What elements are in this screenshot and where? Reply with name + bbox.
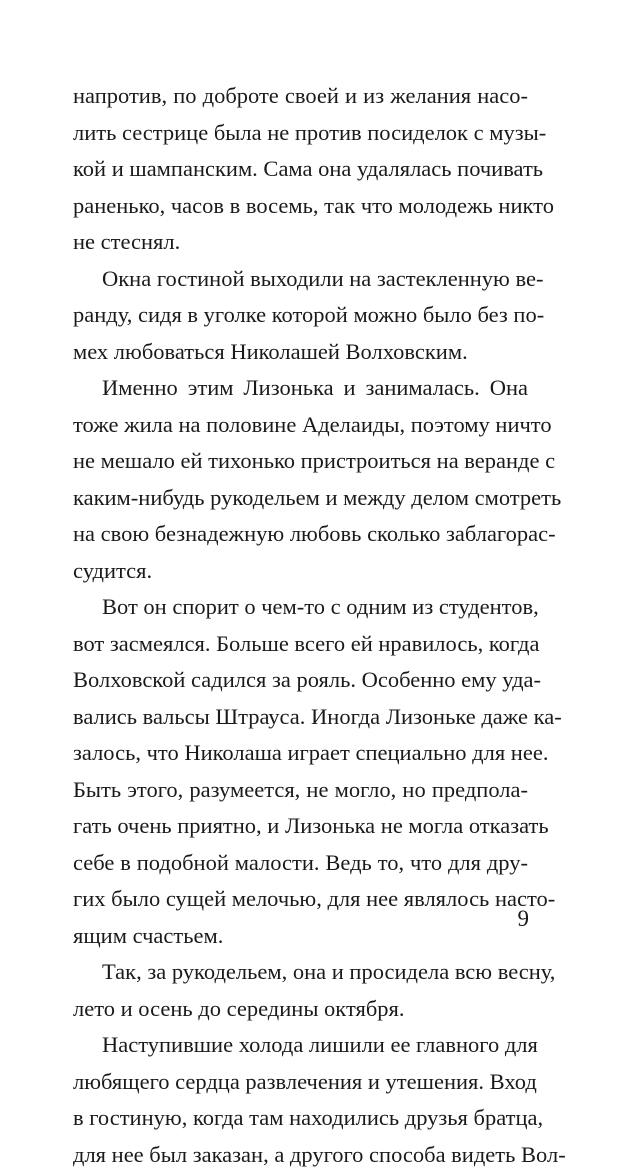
text-line: Волховской садился за рояль. Особенно ему уда- bbox=[73, 662, 528, 699]
text-line: вот засмеялся. Больше всего ей нравилось, когда bbox=[73, 626, 528, 663]
text-line: любящего сердца развлечения и утешения. Вход bbox=[73, 1064, 528, 1101]
text-line: Вот он спорит о чем-то с одним из студентов, bbox=[73, 589, 528, 626]
text-line: себе в подобной малости. Ведь то, что для дру- bbox=[73, 845, 528, 882]
text-line: напротив, по доброте своей и из желания насо- bbox=[73, 78, 528, 115]
text-line: не стеснял. bbox=[73, 224, 528, 261]
text-line: залось, что Николаша играет специально для нее. bbox=[73, 735, 528, 772]
text-line: лето и осень до середины октября. bbox=[73, 991, 528, 1028]
paragraph bbox=[73, 261, 528, 371]
text-line: Быть этого, разумеется, не могло, но предпола- bbox=[73, 772, 528, 809]
text-line: ящим счастьем. bbox=[73, 918, 528, 955]
paragraph bbox=[73, 78, 528, 261]
paragraph bbox=[73, 1027, 528, 1173]
text-line: судится. bbox=[73, 553, 528, 590]
text-line: гих было сущей мелочью, для нее являлось насто- bbox=[73, 881, 528, 918]
text-line: Наступившие холода лишили ее главного для bbox=[73, 1027, 528, 1064]
text-line: кой и шампанским. Сама она удалялась почивать bbox=[73, 151, 528, 188]
text-line: для нее был заказан, а другого способа видеть Вол- bbox=[73, 1137, 528, 1173]
body-text bbox=[73, 78, 528, 1173]
paragraph bbox=[73, 589, 528, 954]
page-number: 9 bbox=[505, 905, 529, 933]
text-line: вались вальсы Штрауса. Иногда Лизоньке даже ка- bbox=[73, 699, 528, 736]
text-line: тоже жила на половине Аделаиды, поэтому ничто bbox=[73, 407, 528, 444]
paragraph bbox=[73, 370, 528, 589]
text-line: в гостиную, когда там находились друзья братца, bbox=[73, 1100, 528, 1137]
text-line: не мешало ей тихонько пристроиться на веранде с bbox=[73, 443, 528, 480]
text-line: на свою безнадежную любовь сколько заблагорас- bbox=[73, 516, 528, 553]
text-line: Именно этим Лизонька и занималась. Она bbox=[73, 370, 528, 407]
text-line: Окна гостиной выходили на застекленную ве- bbox=[73, 261, 528, 298]
paragraph bbox=[73, 954, 528, 1027]
text-line: раненько, часов в восемь, так что молодежь никто bbox=[73, 188, 528, 225]
text-line: мех любоваться Николашей Волховским. bbox=[73, 334, 528, 371]
text-line: гать очень приятно, и Лизонька не могла отказать bbox=[73, 808, 528, 845]
text-line: ранду, сидя в уголке которой можно было без по- bbox=[73, 297, 528, 334]
text-line: Так, за рукодельем, она и просидела всю весну, bbox=[73, 954, 528, 991]
text-line: каким-нибудь рукодельем и между делом смотреть bbox=[73, 480, 528, 517]
text-line: лить сестрице была не против посиделок с музы- bbox=[73, 115, 528, 152]
